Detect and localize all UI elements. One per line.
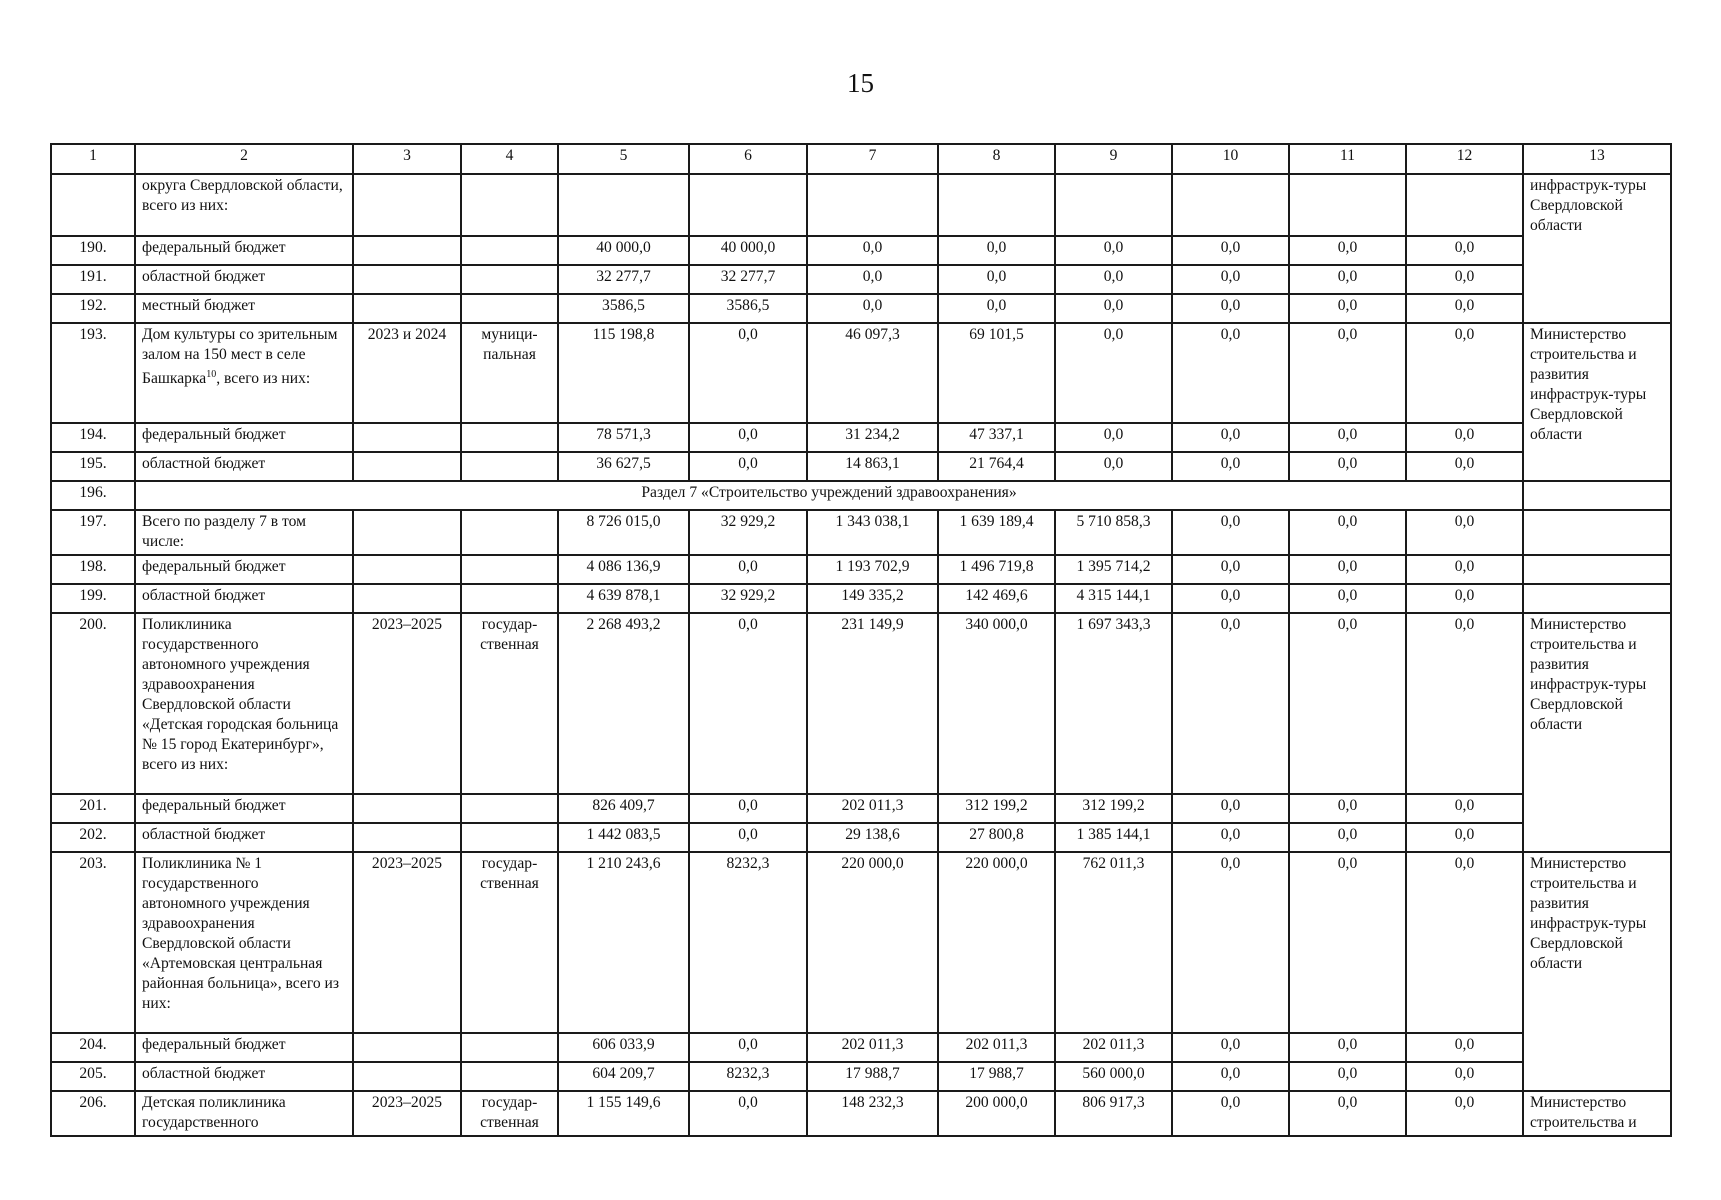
responsible-org: Министерство строительства и развития инфраструк-туры Свердловской области <box>1523 852 1671 1091</box>
column-header: 6 <box>689 144 807 174</box>
column-header: 10 <box>1172 144 1289 174</box>
section-title: Раздел 7 «Строительство учреждений здравоохранения» <box>135 481 1523 510</box>
row-number: 197. <box>51 510 135 555</box>
row-period: 2023–2025 <box>353 852 461 1033</box>
table-row: 203. Поликлиника № 1 государственного автономного учреждения здравоохранения Свердловской области «Артемовская центральная районная больница», всего из них: 2023–2025 государ-ственная 1 210 243,6 8232,3 220 000,0 220 000,0 762 011,3 0,0 0,0 0,0 Министерство строительства и развития инфраструк-туры Свердловской области <box>51 852 1671 1033</box>
column-header: 11 <box>1289 144 1406 174</box>
row-name: областной бюджет <box>135 584 353 613</box>
table-row: 195. областной бюджет 36 627,5 0,0 14 863,1 21 764,4 0,0 0,0 0,0 0,0 <box>51 452 1671 481</box>
row-name: областной бюджет <box>135 452 353 481</box>
row-number: 198. <box>51 555 135 584</box>
row-number <box>51 174 135 236</box>
row-kind: государ-ственная <box>461 852 558 1033</box>
row-number: 206. <box>51 1091 135 1136</box>
row-name: местный бюджет <box>135 294 353 323</box>
table-row: 202. областной бюджет 1 442 083,5 0,0 29 138,6 27 800,8 1 385 144,1 0,0 0,0 0,0 <box>51 823 1671 852</box>
row-name: округа Свердловской области, всего из них: <box>135 174 353 236</box>
table-row: 198. федеральный бюджет 4 086 136,9 0,0 1 193 702,9 1 496 719,8 1 395 714,2 0,0 0,0 0,0 <box>51 555 1671 584</box>
row-name: областной бюджет <box>135 1062 353 1091</box>
column-header: 7 <box>807 144 938 174</box>
row-number: 202. <box>51 823 135 852</box>
table-row: 191. областной бюджет 32 277,7 32 277,7 0,0 0,0 0,0 0,0 0,0 0,0 <box>51 265 1671 294</box>
table-row <box>51 174 1671 236</box>
row-number: 205. <box>51 1062 135 1091</box>
table-row: 197. Всего по разделу 7 в том числе: 8 726 015,0 32 929,2 1 343 038,1 1 639 189,4 5 710 858,3 0,0 0,0 0,0 <box>51 510 1671 555</box>
row-name: Всего по разделу 7 в том числе: <box>135 510 353 555</box>
column-header: 1 <box>51 144 135 174</box>
table-row: 201. федеральный бюджет 826 409,7 0,0 202 011,3 312 199,2 312 199,2 0,0 0,0 0,0 <box>51 794 1671 823</box>
table-row: 193. Дом культуры со зрительным залом на 150 мест в селе Башкарка$^{10}$, всего из них: 2023 и 2024 муници-пальная 115 198,8 0,0 46 097,3 69 101,5 0,0 0,0 0,0 0,0 Министерство строительства и развития инфраструк-туры Свердловской области <box>51 323 1671 423</box>
column-header-row <box>51 144 1671 174</box>
responsible-org: Министерство строительства и <box>1523 1091 1671 1136</box>
row-name: Детская поликлиника государственного <box>135 1091 353 1136</box>
table-row: 190. федеральный бюджет 40 000,0 40 000,0 0,0 0,0 0,0 0,0 0,0 0,0 <box>51 236 1671 265</box>
row-number: 195. <box>51 452 135 481</box>
row-number: 191. <box>51 265 135 294</box>
column-header: 5 <box>558 144 689 174</box>
table-row: 205. областной бюджет 604 209,7 8232,3 17 988,7 17 988,7 560 000,0 0,0 0,0 0,0 <box>51 1062 1671 1091</box>
responsible-org: инфраструк-туры Свердловской области <box>1523 174 1671 323</box>
row-period: 2023 и 2024 <box>353 323 461 423</box>
row-name: областной бюджет <box>135 823 353 852</box>
row-name: федеральный бюджет <box>135 794 353 823</box>
row-number: 196. <box>51 481 135 510</box>
table-row: 194. федеральный бюджет 78 571,3 0,0 31 234,2 47 337,1 0,0 0,0 0,0 0,0 <box>51 423 1671 452</box>
column-header: 13 <box>1523 144 1671 174</box>
row-name: Поликлиника государственного автономного учреждения здравоохранения Свердловской области «Детская городская больница № 15 город Екатеринбург», всего из них: <box>135 613 353 794</box>
row-name: федеральный бюджет <box>135 236 353 265</box>
table-row: 206. Детская поликлиника государственного 2023–2025 государ-ственная 1 155 149,6 0,0 148 232,3 200 000,0 806 917,3 0,0 0,0 0,0 Министерство строительства и <box>51 1091 1671 1136</box>
row-number: 193. <box>51 323 135 423</box>
column-header: 8 <box>938 144 1055 174</box>
row-name: федеральный бюджет <box>135 555 353 584</box>
row-name: Дом культуры со зрительным залом на 150 мест в селе Башкарка$^{10}$, всего из них: <box>135 323 353 423</box>
row-name: федеральный бюджет <box>135 423 353 452</box>
row-period: 2023–2025 <box>353 1091 461 1136</box>
row-number: 201. <box>51 794 135 823</box>
column-header: 9 <box>1055 144 1172 174</box>
row-kind: государ-ственная <box>461 1091 558 1136</box>
budget-table <box>50 143 1672 1137</box>
row-number: 199. <box>51 584 135 613</box>
table-row: 204. федеральный бюджет 606 033,9 0,0 202 011,3 202 011,3 202 011,3 0,0 0,0 0,0 <box>51 1033 1671 1062</box>
row-number: 204. <box>51 1033 135 1062</box>
row-name: федеральный бюджет <box>135 1033 353 1062</box>
table-row: 199. областной бюджет 4 639 878,1 32 929,2 149 335,2 142 469,6 4 315 144,1 0,0 0,0 0,0 <box>51 584 1671 613</box>
row-name: Поликлиника № 1 государственного автономного учреждения здравоохранения Свердловской области «Артемовская центральная районная больница», всего из них: <box>135 852 353 1033</box>
section-row <box>51 481 1671 510</box>
row-name: областной бюджет <box>135 265 353 294</box>
table-row: 200. Поликлиника государственного автономного учреждения здравоохранения Свердловской области «Детская городская больница № 15 город Екатеринбург», всего из них: 2023–2025 государ-ственная 2 268 493,2 0,0 231 149,9 340 000,0 1 697 343,3 0,0 0,0 0,0 Министерство строительства и развития инфраструк-туры Свердловской области <box>51 613 1671 794</box>
row-kind: государ-ственная <box>461 613 558 794</box>
responsible-org: Министерство строительства и развития инфраструк-туры Свердловской области <box>1523 613 1671 852</box>
row-kind: муници-пальная <box>461 323 558 423</box>
table-row: 192. местный бюджет 3586,5 3586,5 0,0 0,0 0,0 0,0 0,0 0,0 <box>51 294 1671 323</box>
row-number: 194. <box>51 423 135 452</box>
column-header: 12 <box>1406 144 1523 174</box>
column-header: 4 <box>461 144 558 174</box>
row-number: 190. <box>51 236 135 265</box>
column-header: 3 <box>353 144 461 174</box>
row-period: 2023–2025 <box>353 613 461 794</box>
page-number: 15 <box>847 68 874 98</box>
footnote-mark: 10 <box>206 369 217 380</box>
row-number: 203. <box>51 852 135 1033</box>
responsible-org: Министерство строительства и развития инфраструк-туры Свердловской области <box>1523 323 1671 481</box>
row-number: 200. <box>51 613 135 794</box>
row-number: 192. <box>51 294 135 323</box>
column-header: 2 <box>135 144 353 174</box>
